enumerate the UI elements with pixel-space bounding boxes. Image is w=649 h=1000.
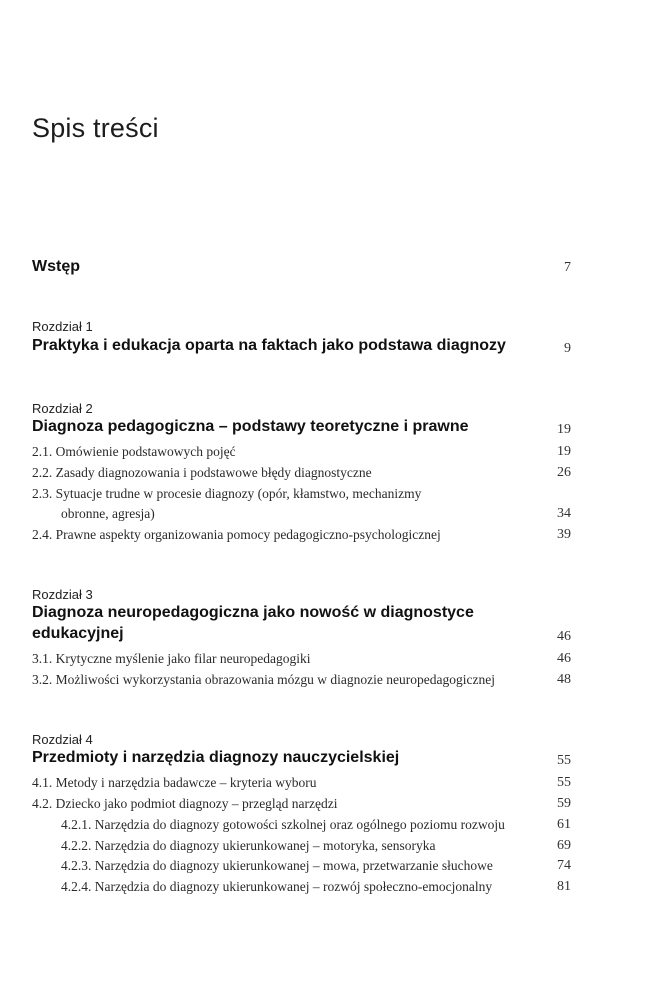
- section-4-2-4-page: 81: [557, 879, 571, 894]
- section-2-1: 2.1. Omówienie podstawowych pojęć: [32, 444, 236, 459]
- intro-page-number: 7: [564, 260, 571, 275]
- section-2-2: 2.2. Zasady diagnozowania i podstawowe błędy diagnostyczne: [32, 465, 372, 480]
- section-4-2-1: 4.2.1. Narzędzia do diagnozy gotowości szkolnej oraz ogólnego poziomu rozwoju: [61, 817, 505, 832]
- section-4-2-2: 4.2.2. Narzędzia do diagnozy ukierunkowanej – motoryka, sensoryka: [61, 838, 436, 853]
- section-2-4-page: 39: [557, 527, 571, 542]
- chapter-4-page-number: 55: [557, 753, 571, 768]
- section-4-1: 4.1. Metody i narzędzia badawcze – kryteria wyboru: [32, 775, 317, 790]
- section-3-2-page: 48: [557, 672, 571, 687]
- chapter-1-title: Praktyka i edukacja oparta na faktach jako podstawa diagnozy: [32, 337, 506, 354]
- chapter-3-title-line-2: edukacyjnej: [32, 625, 124, 642]
- section-2-3-page: 34: [557, 506, 571, 521]
- section-4-2-page: 59: [557, 796, 571, 811]
- section-3-1: 3.1. Krytyczne myślenie jako filar neuropedagogiki: [32, 651, 311, 666]
- chapter-1-page-number: 9: [564, 341, 571, 356]
- chapter-2-title: Diagnoza pedagogiczna – podstawy teoretyczne i prawne: [32, 418, 469, 435]
- section-2-3-continuation: obronne, agresja): [61, 506, 155, 521]
- chapter-4-title: Przedmioty i narzędzia diagnozy nauczycielskiej: [32, 749, 400, 766]
- section-4-2-3: 4.2.3. Narzędzia do diagnozy ukierunkowanej – mowa, przetwarzanie słuchowe: [61, 858, 493, 873]
- section-4-2-3-page: 74: [557, 858, 571, 873]
- chapter-3-title-line-1: Diagnoza neuropedagogiczna jako nowość w diagnostyce: [32, 604, 474, 621]
- section-4-2: 4.2. Dziecko jako podmiot diagnozy – przegląd narzędzi: [32, 796, 338, 811]
- section-2-4: 2.4. Prawne aspekty organizowania pomocy pedagogiczno-psychologicznej: [32, 527, 441, 542]
- section-4-2-2-page: 69: [557, 838, 571, 853]
- intro-heading: Wstęp: [32, 258, 80, 275]
- chapter-1-label: Rozdział 1: [32, 319, 93, 334]
- chapter-3-page-number: 46: [557, 629, 571, 644]
- section-2-3: 2.3. Sytuacje trudne w procesie diagnozy (opór, kłamstwo, mechanizmy: [32, 486, 422, 501]
- chapter-2-page-number: 19: [557, 422, 571, 437]
- section-4-2-4: 4.2.4. Narzędzia do diagnozy ukierunkowanej – rozwój społeczno-emocjonalny: [61, 879, 493, 894]
- section-3-2: 3.2. Możliwości wykorzystania obrazowania mózgu w diagnozie neuropedagogicznej: [32, 672, 495, 687]
- section-2-1-page: 19: [557, 444, 571, 459]
- section-3-1-page: 46: [557, 651, 571, 666]
- chapter-3-label: Rozdział 3: [32, 587, 93, 602]
- section-4-1-page: 55: [557, 775, 571, 790]
- page-title: Spis treści: [32, 113, 159, 143]
- chapter-4-label: Rozdział 4: [32, 732, 93, 747]
- section-4-2-1-page: 61: [557, 817, 571, 832]
- chapter-2-label: Rozdział 2: [32, 401, 93, 416]
- section-2-2-page: 26: [557, 465, 571, 480]
